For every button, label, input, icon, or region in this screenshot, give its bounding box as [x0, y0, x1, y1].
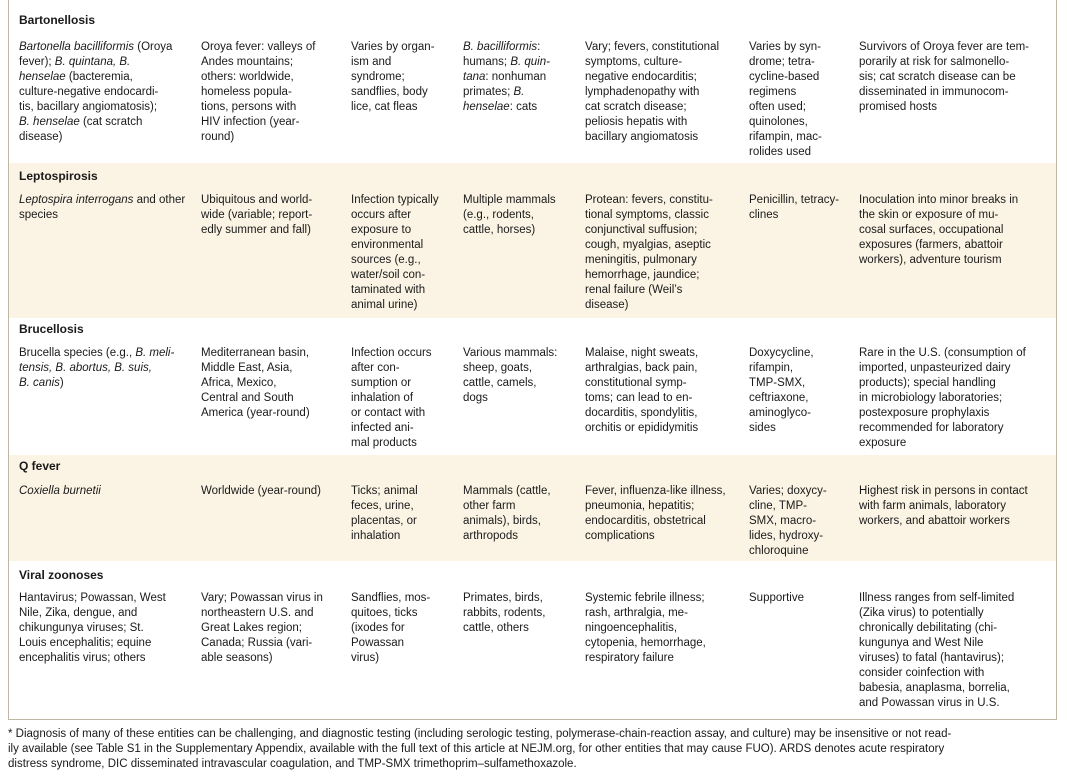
transmission-cell: Infection occurs after con- sumption or inhalation of or contact with infected ani- mal products	[351, 347, 432, 449]
agent-cell	[19, 193, 194, 223]
text-run: (cat scratch disease)	[19, 116, 143, 143]
section-title: Viral zoonoses	[19, 568, 104, 582]
section-title: Leptospirosis	[19, 169, 98, 183]
treatment-cell: Varies by syn- drome; tetra- cycline-based regimens often used; quinolones, rifampin, mac- rolides used	[749, 41, 822, 158]
text-run: Leptospira interrogans	[19, 194, 134, 206]
section-bartonellosis	[9, 0, 1056, 163]
reservoir-cell	[463, 40, 578, 115]
text-run: Brucella species (e.g.,	[19, 347, 136, 359]
text-run: (bacteremia, culture-negative endocardi- tis, bacillary angiomatosis);	[19, 71, 159, 113]
section-leptospirosis	[9, 163, 1056, 318]
text-run: Multiple mammals (e.g., rodents, cattle, horses)	[463, 194, 556, 236]
treatment-cell: Doxycycline, rifampin, TMP-SMX, ceftriaxone, aminoglyco- sides	[749, 347, 814, 434]
text-run: Bartonella bacilliformis	[19, 41, 135, 53]
transmission-cell: Varies by organ- ism and syndrome; sandflies, body lice, cat fleas	[351, 41, 435, 113]
text-run: : nonhuman primates;	[463, 71, 547, 98]
geography-cell: Mediterranean basin, Middle East, Asia, Africa, Mexico, Central and South America (year-round)	[201, 347, 310, 419]
text-run: B. henselae	[19, 116, 80, 128]
footnote: * Diagnosis of many of these entities can be challenging, and diagnostic testing (including serologic testing, polymerase-chain-reaction assay, and culture) may be insensitive or not read- ily available (see Table S1 in the Supplementary Appendix, available with the full text of this article at NEJM.org, for other entities that may cause FUO). ARDS denotes acute respiratory distress syndrome, DIC disseminated intravascular coagulation, and TMP-SMX trimethoprim–sulfamethoxazole.	[8, 728, 952, 770]
section-q-fever	[9, 455, 1056, 561]
transmission-cell: Sandflies, mos- quitoes, ticks (ixodes for Powassan virus)	[351, 592, 431, 664]
agent-cell	[19, 40, 194, 145]
agent-cell	[19, 346, 194, 391]
geography-cell: Oroya fever: valleys of Andes mountains; others: worldwide, homeless popula- tions, persons with HIV infection (year- round)	[201, 41, 316, 143]
section-brucellosis	[9, 318, 1056, 455]
text-run: )	[59, 377, 64, 389]
reservoir-cell	[463, 484, 578, 544]
text-run: B. henselae	[463, 86, 525, 113]
reservoir-cell	[463, 193, 578, 238]
text-run: B. quin- tana	[463, 56, 550, 83]
transmission-cell: Infection typically occurs after exposure to environmental sources (e.g., water/soil con- taminated with animal urine)	[351, 194, 439, 311]
text-run: and other species	[19, 194, 186, 221]
manifestations-cell: Fever, influenza-like illness, pneumonia, hepatitis; endocarditis, obstetrical complications	[585, 485, 726, 542]
text-run: Various mammals: sheep, goats, cattle, camels, dogs	[463, 347, 558, 404]
reservoir-cell	[463, 591, 578, 636]
comments-cell: Inoculation into minor breaks in the skin or exposure of mu- cosal surfaces, occupational exposures (farmers, abattoir workers), adventure tourism	[859, 194, 1019, 266]
text-run: Mammals (cattle, other farm animals), birds, arthropods	[463, 485, 551, 542]
comments-cell: Highest risk in persons in contact with farm animals, laboratory workers, and abattoir workers	[859, 485, 1028, 527]
geography-cell: Ubiquitous and world- wide (variable; report- edly summer and fall)	[201, 194, 313, 236]
geography-cell: Vary; Powassan virus in northeastern U.S. and Great Lakes region; Canada; Russia (vari- able seasons)	[201, 592, 323, 664]
text-run: : cats	[509, 101, 538, 113]
section-title: Bartonellosis	[19, 13, 96, 27]
text-run: B. meli- tensis, B. abortus, B. suis, B. canis	[19, 347, 175, 389]
transmission-cell: Ticks; animal feces, urine, placentas, or inhalation	[351, 485, 418, 542]
text-run: Primates, birds, rabbits, rodents, cattle, others	[463, 592, 546, 634]
text-run: B. quintana, B. henselae	[19, 56, 131, 83]
agent-cell	[19, 484, 194, 499]
treatment-cell: Supportive	[749, 592, 804, 604]
text-run: Coxiella burnetii	[19, 485, 101, 497]
agent-cell	[19, 591, 194, 666]
comments-cell: Survivors of Oroya fever are tem- porarily at risk for salmonello- sis; cat scratch disease can be disseminated in immunocom- promised hosts	[859, 41, 1029, 113]
treatment-cell: Varies; doxycy- cline, TMP- SMX, macro- lides, hydroxy- chloroquine	[749, 485, 827, 557]
text-run: B. bacilliformis	[463, 41, 538, 53]
text-run: Hantavirus; Powassan, West Nile, Zika, dengue, and chikungunya viruses; St. Louis encephalitis; equine encephalitis virus; others	[19, 592, 166, 664]
text-run: (Oroya fever);	[19, 41, 173, 68]
manifestations-cell: Protean: fevers, constitu- tional symptoms, classic conjunctival suffusion; cough, myalgias, aseptic meningitis, pulmonary hemorrhage, jaundice; renal failure (Weil’s disease)	[585, 194, 713, 311]
reservoir-cell	[463, 346, 578, 406]
text-run: : humans;	[463, 41, 541, 68]
geography-cell: Worldwide (year-round)	[201, 485, 321, 497]
manifestations-cell: Malaise, night sweats, arthralgias, back pain, constitutional symp- toms; can lead to en- docarditis, spondylitis, orchitis or epididymitis	[585, 347, 699, 434]
treatment-cell: Penicillin, tetracy- clines	[749, 194, 840, 221]
manifestations-cell: Vary; fevers, constitutional symptoms, culture- negative endocarditis; lymphadenopathy with cat scratch disease; peliosis hepatis with bacillary angiomatosis	[585, 41, 720, 143]
section-viral-zoonoses	[9, 561, 1056, 719]
section-title: Q fever	[19, 459, 61, 473]
section-title: Brucellosis	[19, 322, 84, 336]
comments-cell: Illness ranges from self-limited (Zika virus) to potentially chronically debilitating (chi- kungunya and West Nile viruses) to fatal (hantavirus); consider coinfection with babesia, anaplasma, borrelia, and Powassan virus in U.S.	[859, 592, 1015, 709]
comments-cell: Rare in the U.S. (consumption of imported, unpasteurized dairy products); special handling in microbiology laboratories; postexposure prophylaxis recommended for laboratory exposure	[859, 347, 1026, 449]
manifestations-cell: Systemic febrile illness; rash, arthralgia, me- ningoencephalitis, cytopenia, hemorrhage, respiratory failure	[585, 592, 706, 664]
